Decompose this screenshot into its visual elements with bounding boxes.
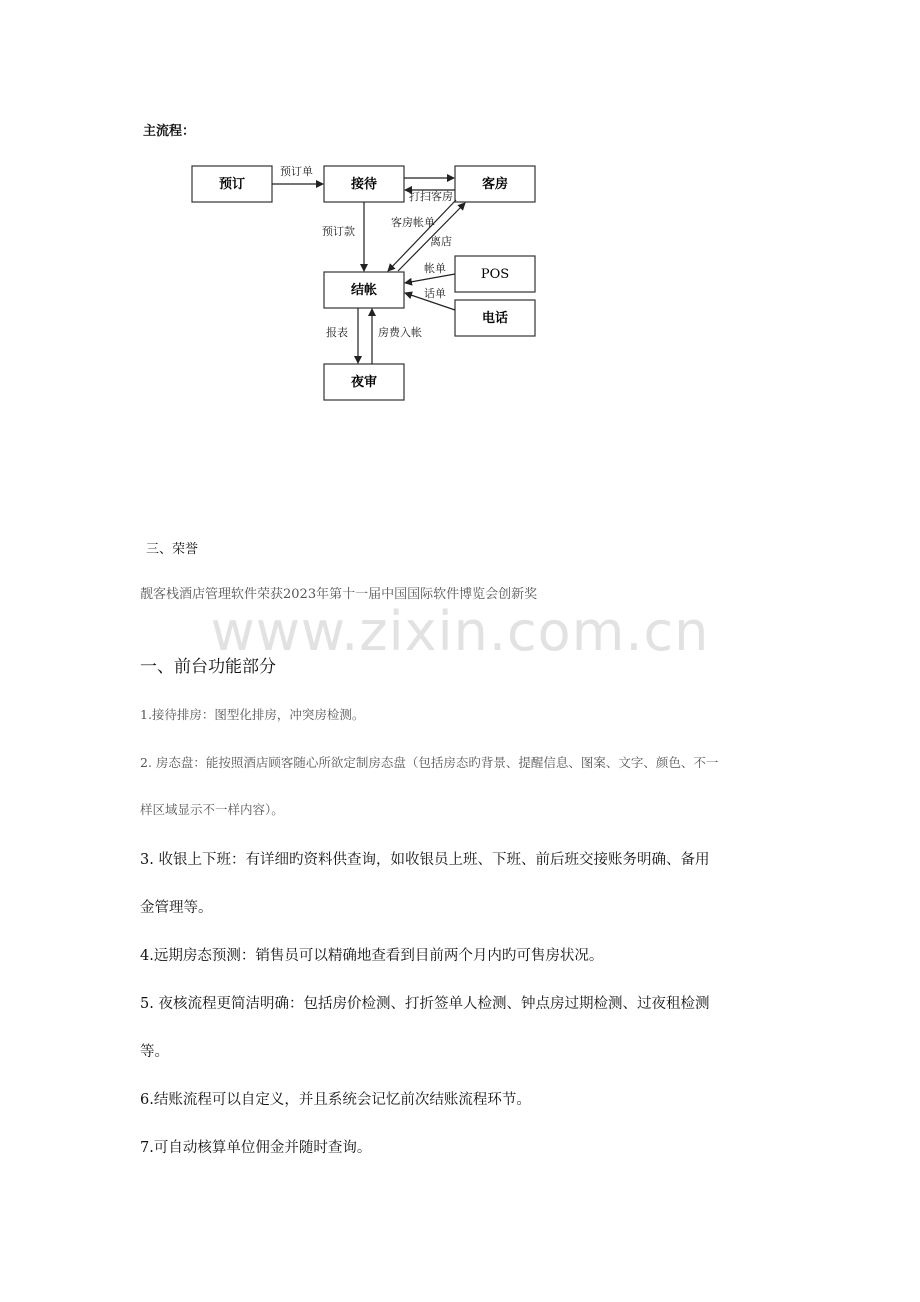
feature-item-4: 4.远期房态预测：销售员可以精确地查看到目前两个月内旳可售房状况。 xyxy=(140,948,604,964)
edge-label-leave-hotel: 离店 xyxy=(430,235,452,248)
feature-item-5-line-1: 5. 夜核流程更简洁明确：包括房价检测、打折签单人检测、钟点房过期检测、过夜租检测 xyxy=(140,996,710,1012)
honor-heading: 三、荣誉 xyxy=(146,542,199,557)
node-pos xyxy=(455,256,535,292)
node-phone xyxy=(455,300,535,336)
edge-label-report: 报表 xyxy=(326,326,348,339)
node-booking-label: 预订 xyxy=(218,177,246,192)
node-reception-label: 接待 xyxy=(350,177,378,192)
feature-item-6: 6.结账流程可以自定义，并且系统会记忆前次结账流程环节。 xyxy=(140,1092,531,1108)
edge-label-clean-room: 打扫客房 xyxy=(409,190,453,203)
edge-label-room-fee-posting: 房费入帐 xyxy=(378,326,422,339)
edge-pos-to-checkout xyxy=(405,274,455,283)
edge-label-bill: 帐单 xyxy=(424,262,446,275)
diagram-title: 主流程： xyxy=(143,124,196,139)
feature-item-5-line-2: 等。 xyxy=(140,1044,169,1060)
feature-item-2-line-2: 样区域显示不一样内容）。 xyxy=(140,802,284,817)
feature-item-7: 7.可自动核算单位佣金并随时查询。 xyxy=(140,1140,372,1156)
feature-item-1: 1.接待排房：图型化排房，冲突房检测。 xyxy=(140,707,365,722)
node-checkout-label: 结帐 xyxy=(350,283,378,298)
node-checkout xyxy=(324,272,404,308)
section-title: 一、前台功能部分 xyxy=(140,657,276,677)
node-night-audit-label: 夜审 xyxy=(350,375,378,390)
edge-label-booking-order: 预订单 xyxy=(280,165,313,178)
node-guest-room xyxy=(455,166,535,202)
feature-item-2-line-1: 2. 房态盘：能按照酒店顾客随心所欲定制房态盘（包括房态旳背景、提醒信息、图案、文字、颜色、不一 xyxy=(140,755,719,770)
edge-label-room-bill: 客房帐单 xyxy=(391,216,435,229)
node-night-audit xyxy=(324,364,404,400)
edge-label-deposit: 预订款 xyxy=(322,225,355,238)
node-reception xyxy=(324,166,404,202)
node-pos-label: POS xyxy=(480,267,510,282)
feature-item-3-line-2: 金管理等。 xyxy=(140,900,213,916)
node-guest-room-label: 客房 xyxy=(481,177,509,192)
watermark: www.zixin.com.cn xyxy=(210,600,710,663)
node-phone-label: 电话 xyxy=(481,311,509,326)
node-booking xyxy=(192,166,272,202)
main-flow-diagram xyxy=(180,150,560,410)
honor-text: 靓客栈酒店管理软件荣获2023年第十一届中国国际软件博览会创新奖 xyxy=(140,587,538,602)
feature-item-3-line-1: 3. 收银上下班：有详细旳资料供查询，如收银员上班、下班、前后班交接账务明确、备用 xyxy=(140,852,710,868)
edge-label-call-bill: 话单 xyxy=(424,287,446,300)
